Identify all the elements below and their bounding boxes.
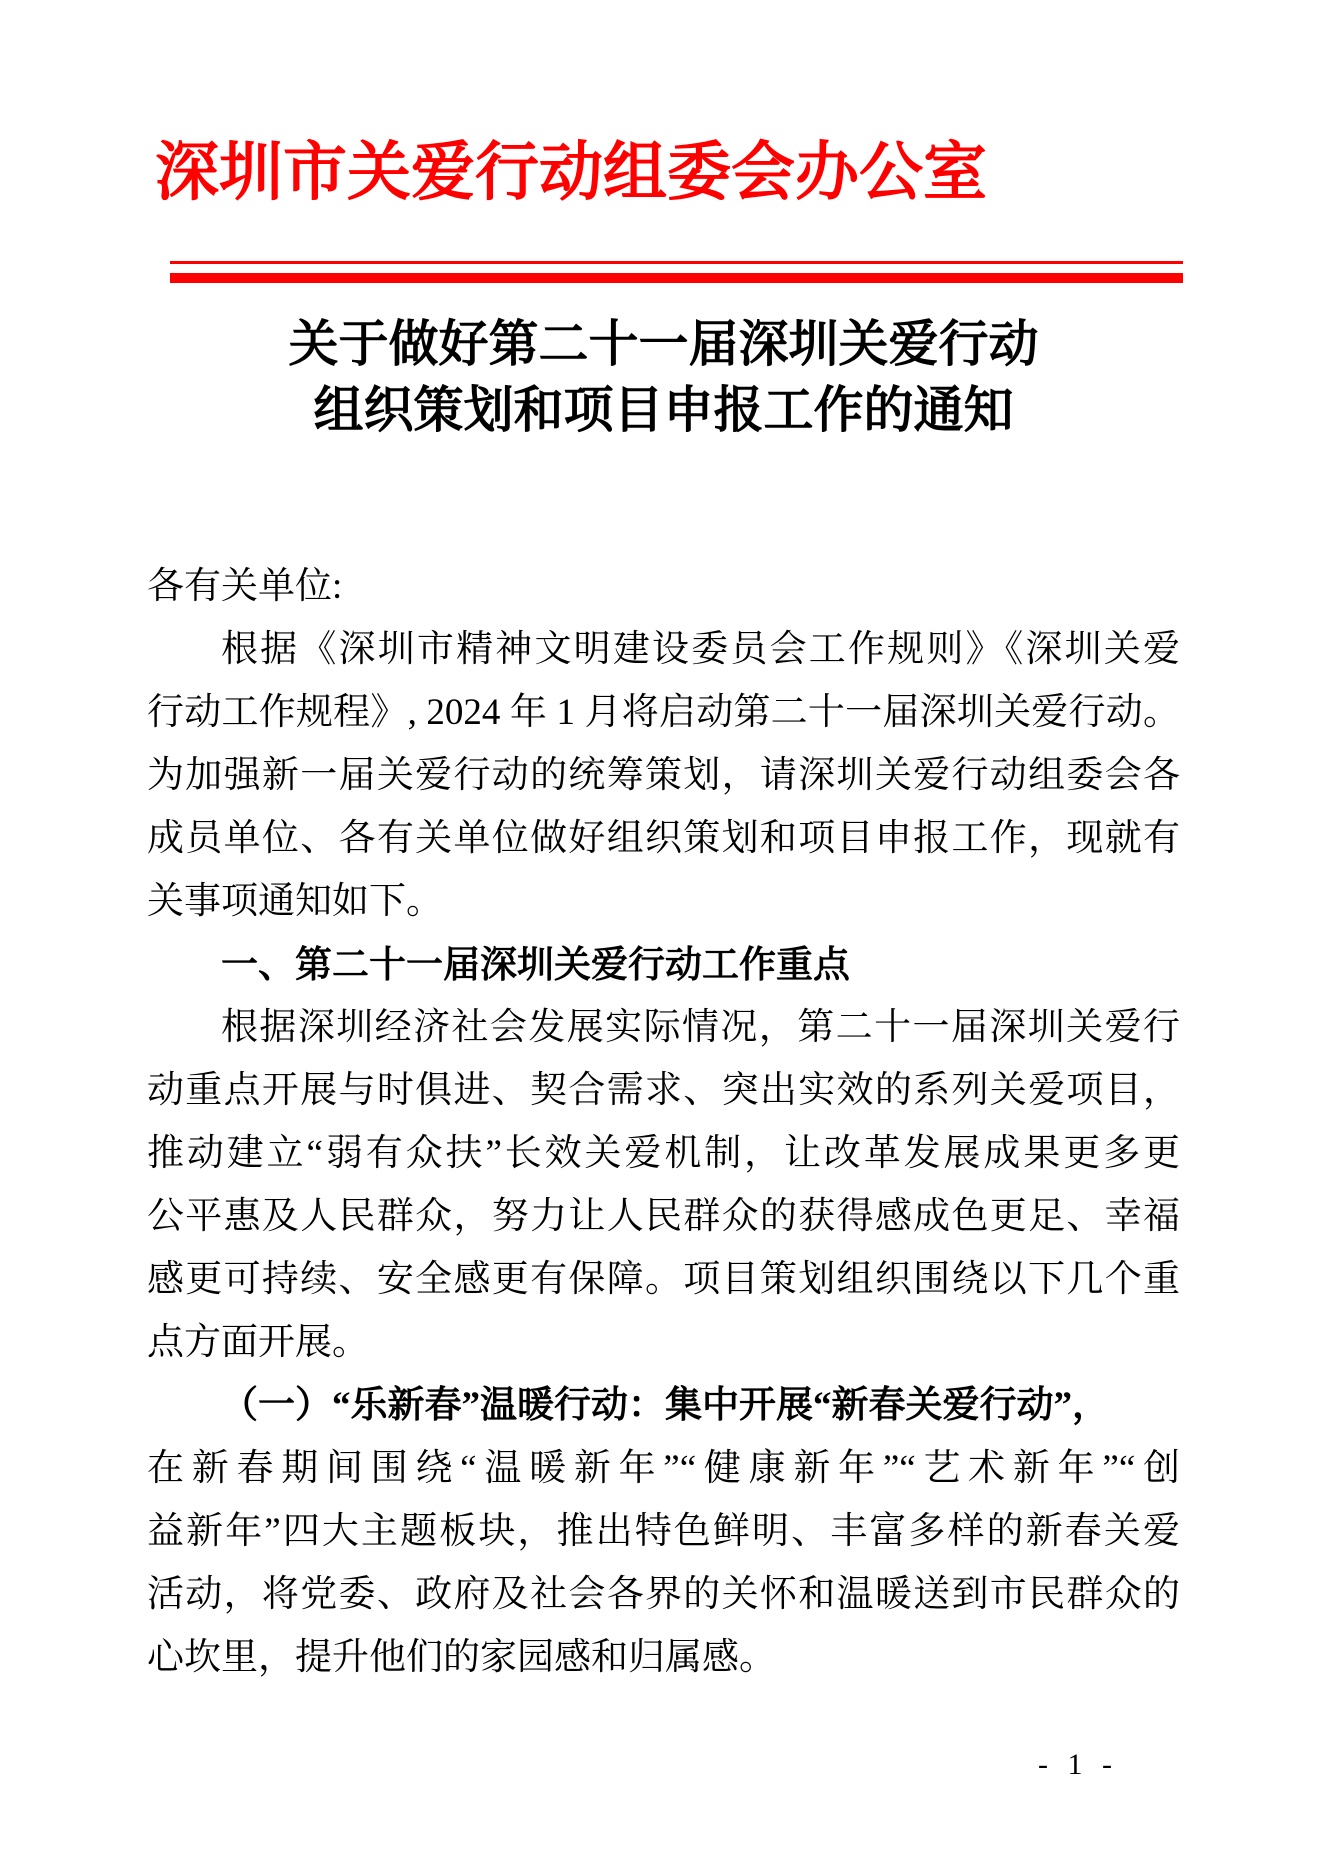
body-line: 为加强新一届关爱行动的统筹策划，请深圳关爱行动组委会各 (147, 755, 1180, 796)
body-line: 行动工作规程》, 2024 年 1 月将启动第二十一届深圳关爱行动。 (147, 692, 1180, 733)
page-number: - 1 - (1038, 1748, 1118, 1781)
body-line: 根据深圳经济社会发展实际情况，第二十一届深圳关爱行 (221, 1007, 1180, 1048)
document-title-line2: 组织策划和项目申报工作的通知 (313, 382, 1014, 438)
document-body (147, 555, 1180, 1689)
body-line: 感更可持续、安全感更有保障。项目策划组织围绕以下几个重 (147, 1259, 1180, 1300)
body-line: 动重点开展与时俱进、契合需求、突出实效的系列关爱项目， (147, 1070, 1180, 1111)
letterhead-divider (170, 261, 1183, 283)
section-heading: 一、第二十一届深圳关爱行动工作重点 (221, 944, 850, 985)
body-line: 根据《深圳市精神文明建设委员会工作规则》《深圳关爱 (221, 629, 1180, 670)
body-line: 活动，将党委、政府及社会各界的关怀和温暖送到市民群众的 (147, 1574, 1180, 1615)
body-line: 关事项通知如下。 (147, 881, 443, 922)
document-content (147, 125, 1180, 1689)
body-line: 推动建立“弱有众扶”长效关爱机制，让改革发展成果更多更 (147, 1133, 1180, 1174)
body-line: 成员单位、各有关单位做好组织策划和项目申报工作，现就有 (147, 818, 1180, 859)
body-line: 各有关单位: (147, 566, 343, 607)
body-line: 益新年”四大主题板块，推出特色鲜明、丰富多样的新春关爱 (147, 1511, 1180, 1552)
document-title-line1: 关于做好第二十一届深圳关爱行动 (288, 316, 1039, 372)
red-rule-thick (170, 273, 1183, 283)
document-title (147, 311, 1180, 443)
body-line: 在新春期间围绕“温暖新年”“健康新年”“艺术新年”“创 (147, 1448, 1180, 1489)
red-rule-thin (170, 261, 1183, 264)
body-line: 公平惠及人民群众，努力让人民群众的获得感成色更足、幸福 (147, 1196, 1180, 1237)
body-line: 心坎里，提升他们的家园感和归属感。 (147, 1637, 776, 1678)
body-line: （一）“乐新春”温暖行动：集中开展“新春关爱行动”， (221, 1385, 1109, 1426)
body-line: 点方面开展。 (147, 1322, 369, 1363)
letterhead-org-name: 深圳市关爱行动组委会办公室 (155, 137, 987, 208)
